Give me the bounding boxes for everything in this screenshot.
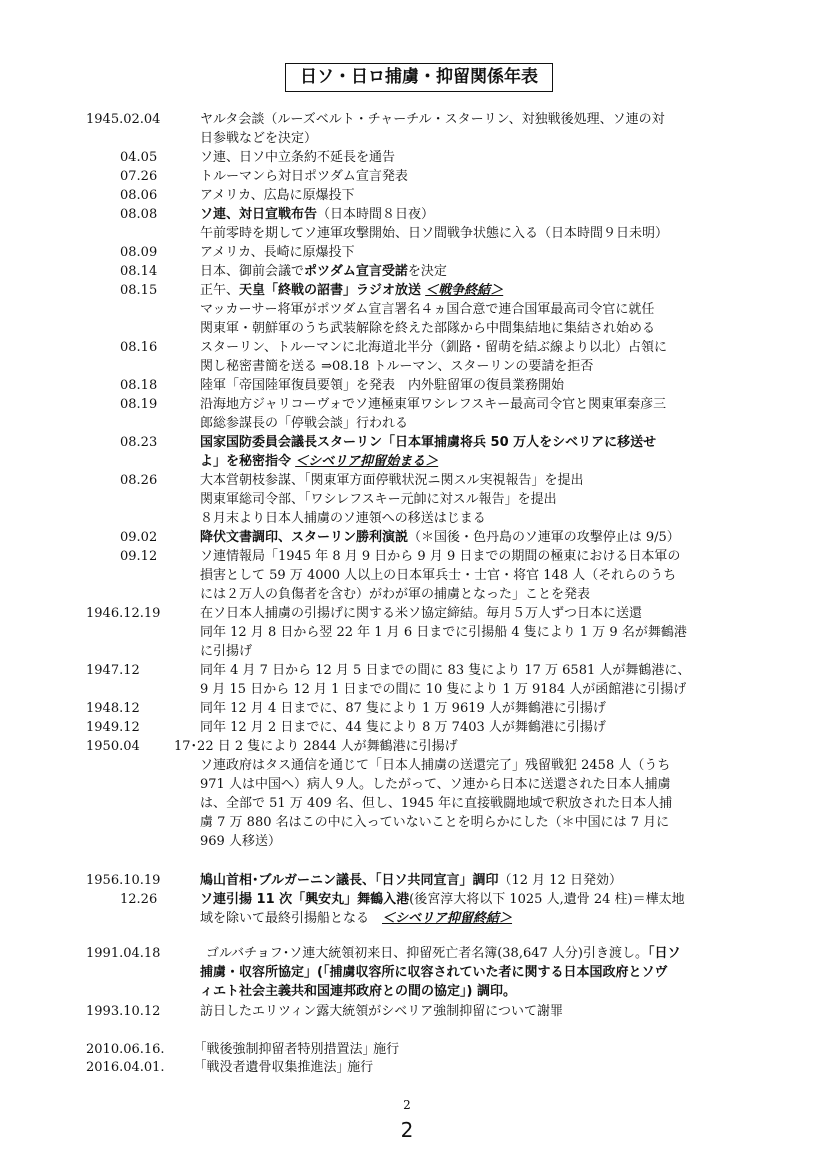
entry-text-line: 971 人は中国へ）病人９人。したがって、ソ連から日本に送還された日本人捕虜 <box>200 777 671 792</box>
entry-date: 12.26 <box>120 892 158 907</box>
entry-date: 08.06 <box>120 188 158 203</box>
entry-text-line: 在ソ日本人捕虜の引揚げに関する米ソ協定締結。毎月５万人ずつ日本に送還 <box>200 606 643 621</box>
entry-text-line: 日参戦などを決定） <box>200 131 318 146</box>
entry-text-line: 9 月 15 日から 12 月 1 日までの間に 10 隻により 1 万 9184 人が函館港に引揚げ <box>200 682 687 697</box>
entry-date: 1950.04 <box>86 739 140 754</box>
entry-date: 2010.06.16. <box>86 1042 165 1057</box>
entry-text-line: 鳩山首相･ブルガーニン議長、「日ソ共同宣言」調印（12 月 12 日発効） <box>200 873 622 888</box>
entry-text-line: 沿海地方ジャリコーヴォでソ連極東軍ワシレフスキー最高司令官と関東軍秦彦三 <box>200 397 667 412</box>
entry-text-line: 虜 7 万 880 名はこの中に入っていないことを明らかにした（＊中国には 7 月に <box>200 815 670 830</box>
entry-text-line: 午前零時を期してソ連軍攻撃開始、日ソ間戦争状態に入る（日本時間９日未明） <box>200 226 669 241</box>
entry-date: 08.23 <box>120 435 158 450</box>
entry-text-line: 日本、御前会議でポツダム宣言受諾を決定 <box>200 264 447 279</box>
entry-text-line: マッカーサー将軍がポツダム宣言署名４ヵ国合意で連合国軍最高司令官に就任 <box>200 302 655 317</box>
entry-date: 08.15 <box>120 283 158 298</box>
entry-text-line: 大本営朝枝参謀、「関東軍方面停戦状況ニ関スル実視報告」を提出 <box>200 473 584 488</box>
entry-text-line: 17･22 日 2 隻により 2844 人が舞鶴港に引揚げ <box>174 739 458 754</box>
entry-date: 1993.10.12 <box>86 1004 161 1019</box>
entry-date: 08.16 <box>120 340 158 355</box>
entry-date: 09.02 <box>120 530 158 545</box>
entry-date: 1949.12 <box>86 720 140 735</box>
entry-date: 1945.02.04 <box>86 112 161 127</box>
entry-text-line: よ」を秘密指令 ＜シベリア抑留始まる＞ <box>200 454 439 469</box>
page-title: 日ソ・日ロ捕虜・抑留関係年表 <box>285 63 553 92</box>
entry-text-line: 同年 4 月 7 日から 12 月 5 日までの間に 83 隻により 17 万 6581 人が舞鶴港に、 <box>200 663 691 678</box>
entry-text-line: ソ連、対日宣戦布告（日本時間８日夜） <box>200 207 435 222</box>
page-number-large: 2 <box>400 1118 414 1142</box>
entry-text-line: 同年 12 月 8 日から翌 22 年 1 月 6 日までに引揚船 4 隻により 1 万 9 名が舞鶴港 <box>200 625 687 640</box>
entry-text-line: に引揚げ <box>200 644 253 659</box>
entry-text-line: ゴルバチョフ･ソ連大統領初来日、抑留死亡者名簿(38,647 人分)引き渡し。「日ソ <box>206 946 681 961</box>
entry-text-line: 郎総参謀長の「停戦会談」行われる <box>200 416 409 431</box>
entry-text-line: 域を除いて最終引揚船となる ＜シベリア抑留終結＞ <box>200 911 513 926</box>
entry-date: 08.26 <box>120 473 158 488</box>
entry-date: 1991.04.18 <box>86 946 161 961</box>
entry-text-line: スターリン、トルーマンに北海道北半分（釧路・留萌を結ぶ線より以北）占領に <box>200 340 667 355</box>
entry-text-line: 損害として 59 万 4000 人以上の日本軍兵士・士官・将官 148 人（それらのうち <box>200 568 677 583</box>
entry-text-line: アメリカ、広島に原爆投下 <box>200 188 355 203</box>
entry-text-line: ８月末より日本人捕虜のソ連領への移送はじまる <box>200 511 486 526</box>
entry-text-line: ヤルタ会談（ルーズベルト・チャーチル・スターリン、対独戦後処理、ソ連の対 <box>200 112 665 127</box>
entry-text-line: 関東軍総司令部、「ワシレフスキー元帥に対スル報告」を提出 <box>200 492 557 507</box>
entry-text-line: ソ連、日ソ中立条約不延長を通告 <box>200 150 396 165</box>
entry-text-line: 969 人移送） <box>200 834 281 849</box>
entry-text-line: アメリカ、長崎に原爆投下 <box>200 245 355 260</box>
entry-date: 08.19 <box>120 397 158 412</box>
entry-date: 1948.12 <box>86 701 140 716</box>
entry-text-line: ソ連引揚 11 次「興安丸」舞鶴入港(後宮淳大将以下 1025 人,遺骨 24 柱)＝樺太地 <box>200 892 685 907</box>
entry-text-line: には２万人の負傷者を含む）がわが軍の捕虜となった」ことを発表 <box>200 587 591 602</box>
entry-date: 1947.12 <box>86 663 140 678</box>
entry-date: 07.26 <box>120 169 158 184</box>
entry-text-line: 捕虜・収容所協定」(「捕虜収容所に収容されていた者に関する日本国政府とソヴ <box>200 965 668 980</box>
entry-text-line: 訪日したエリツィン露大統領がシベリア強制抑留について謝罪 <box>200 1004 563 1019</box>
entry-date: 04.05 <box>120 150 158 165</box>
entry-text-line: ｢戦没者遺骨収集推進法｣ 施行 <box>200 1060 374 1075</box>
entry-text-line: 陸軍「帝国陸軍復員要領」を発表 内外駐留軍の復員業務開始 <box>200 378 565 393</box>
page-number-small: 2 <box>403 1098 411 1112</box>
entry-text-line: ソ連政府はタス通信を通じて「日本人捕虜の送還完了」残留戦犯 2458 人（うち <box>200 758 671 773</box>
entry-date: 08.08 <box>120 207 158 222</box>
entry-date: 08.09 <box>120 245 158 260</box>
entry-date: 09.12 <box>120 549 158 564</box>
entry-text-line: 同年 12 月 4 日までに、87 隻により 1 万 9619 人が舞鶴港に引揚げ <box>200 701 606 716</box>
entry-text-line: 関東軍・朝鮮軍のうち武装解除を終えた部隊から中間集結地に集結され始める <box>200 321 656 336</box>
entry-text-line: は、全部で 51 万 409 名、但し、1945 年に直接戦闘地域で釈放された日本人捕 <box>200 796 673 811</box>
entry-date: 1956.10.19 <box>86 873 161 888</box>
entry-text-line: ィエト社会主義共和国連邦政府との間の協定」) 調印。 <box>200 984 516 999</box>
entry-date: 08.14 <box>120 264 158 279</box>
entry-text-line: 正午、天皇「終戦の詔書」ラジオ放送 ＜戦争終結＞ <box>200 283 504 298</box>
entry-text-line: ｢戦後強制抑留者特別措置法｣ 施行 <box>200 1042 400 1057</box>
entry-text-line: 降伏文書調印、スターリン勝利演説（＊国後・色丹島のソ連軍の攻撃停止は 9/5） <box>200 530 680 545</box>
entry-text-line: 関し秘密書簡を送る ⇒08.18 トルーマン、スターリンの要請を拒否 <box>200 359 594 374</box>
entry-date: 08.18 <box>120 378 158 393</box>
entry-date: 2016.04.01. <box>86 1060 165 1075</box>
entry-date: 1946.12.19 <box>86 606 161 621</box>
entry-text-line: トルーマンら対日ポツダム宣言発表 <box>200 169 408 184</box>
entry-text-line: 国家国防委員会議長スターリン「日本軍捕虜将兵 50 万人をシベリアに移送せ <box>200 435 657 450</box>
entry-text-line: ソ連情報局「1945 年 8 月 9 日から 9 月 9 日までの期間の極東における日本軍の <box>200 549 681 564</box>
entry-text-line: 同年 12 月 2 日までに、44 隻により 8 万 7403 人が舞鶴港に引揚げ <box>200 720 606 735</box>
